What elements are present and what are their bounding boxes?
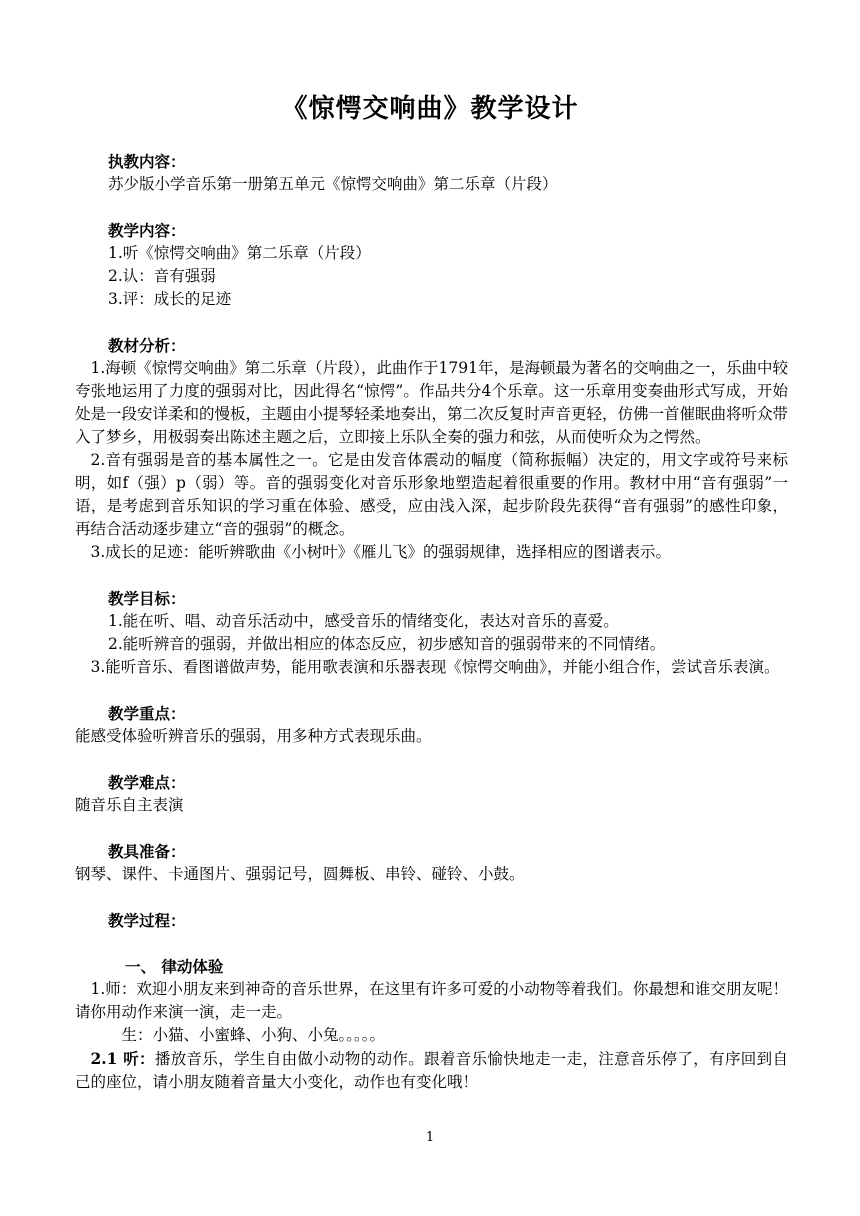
process-para-3 — [75, 1047, 788, 1094]
difficulties-text: 随音乐自主表演 — [75, 796, 184, 814]
document-body — [75, 150, 788, 1094]
objective-2: 2.能听辨音的强弱，并做出相应的体态反应，初步感知音的强弱带来的不同情绪。 — [108, 635, 666, 653]
section-heading-material-analysis: 教材分析： — [108, 336, 186, 355]
material-analysis-para-2: 2.音有强弱是音的基本属性之一。它是由发音体震动的幅度（简称振幅）决定的，用文字或符号来标明，如f（强）p（弱）等。音的强弱变化对音乐形象地塑造起着很重要的作用。教材中用“音有强弱”一语，是考虑到音乐知识的学习重在体验、感受，应由浅入深，起步阶段先获得“音有强弱”的感性印象，再结合活动逐步建立“音的强弱”的概念。 — [75, 451, 788, 538]
objective-1: 1.能在听、唱、动音乐活动中，感受音乐的情绪变化，表达对音乐的喜爱。 — [108, 612, 619, 630]
teaching-aids-text: 钢琴、课件、卡通图片、强弱记号，圆舞板、串铃、碰铃、小鼓。 — [75, 865, 525, 883]
material-analysis-para-1: 1.海顿《惊愕交响曲》第二乐章（片段），此曲作于1791年，是海顿最为著名的交响曲之一，乐曲中较夸张地运用了力度的强弱对比，因此得名“惊愕”。作品共分4个乐章。这一乐章用变奏曲形式写成，开始处是一段安详柔和的慢板，主题由小提琴轻柔地奏出，第二次反复时声音更轻，仿佛一首催眠曲将听众带入了梦乡，用极弱奏出陈述主题之后，立即接上乐队全奏的强力和弦，从而使听众为之愕然。 — [75, 359, 789, 446]
section-heading-teaching-content: 教学内容： — [108, 221, 186, 240]
document-title: 《惊愕交响曲》教学设计 — [281, 94, 579, 124]
section-heading-key-points: 教学重点： — [108, 704, 186, 723]
teaching-content-item-2: 2.认：音有强弱 — [108, 267, 216, 285]
material-analysis-para-3: 3.成长的足迹：能听辨歌曲《小树叶》《雁儿飞》的强弱规律，选择相应的图谱表示。 — [90, 543, 672, 561]
section-heading-teaching-aids: 教具准备： — [108, 842, 186, 861]
execution-content: 苏少版小学音乐第一册第五单元《惊愕交响曲》第二乐章（片段） — [108, 175, 558, 193]
process-para-1: 1.师：欢迎小朋友来到神奇的音乐世界，在这里有许多可爱的小动物等着我们。你最想和谁交朋友呢！请你用动作来演一演，走一走。 — [75, 980, 788, 1021]
process-para-3-label: 2.1 听： — [90, 1049, 155, 1068]
teaching-content-item-3: 3.评：成长的足迹 — [108, 290, 232, 308]
key-points-text: 能感受体验听辨音乐的强弱，用多种方式表现乐曲。 — [75, 727, 432, 745]
process-para-3-text: 播放音乐，学生自由做小动物的动作。跟着音乐愉快地走一走，注意音乐停了，有序回到自己的座位，请小朋友随着音量大小变化，动作也有变化哦！ — [75, 1050, 788, 1091]
section-heading-objectives: 教学目标： — [108, 589, 186, 608]
section-heading-process: 教学过程： — [108, 911, 186, 930]
section-heading-difficulties: 教学难点： — [108, 773, 186, 792]
objective-3: 3.能听音乐、看图谱做声势，能用歌表演和乐器表现《惊愕交响曲》，并能小组合作，尝试音乐表演。 — [90, 658, 780, 676]
section-heading-execution: 执教内容： — [108, 152, 186, 171]
process-step-heading: 一、 律动体验 — [125, 957, 224, 976]
teaching-content-item-1: 1.听《惊愕交响曲》第二乐章（片段） — [108, 244, 371, 262]
process-para-2: 生：小猫、小蜜蜂、小狗、小兔。。。。。 — [121, 1026, 386, 1044]
page-number: 1 — [425, 1130, 435, 1145]
